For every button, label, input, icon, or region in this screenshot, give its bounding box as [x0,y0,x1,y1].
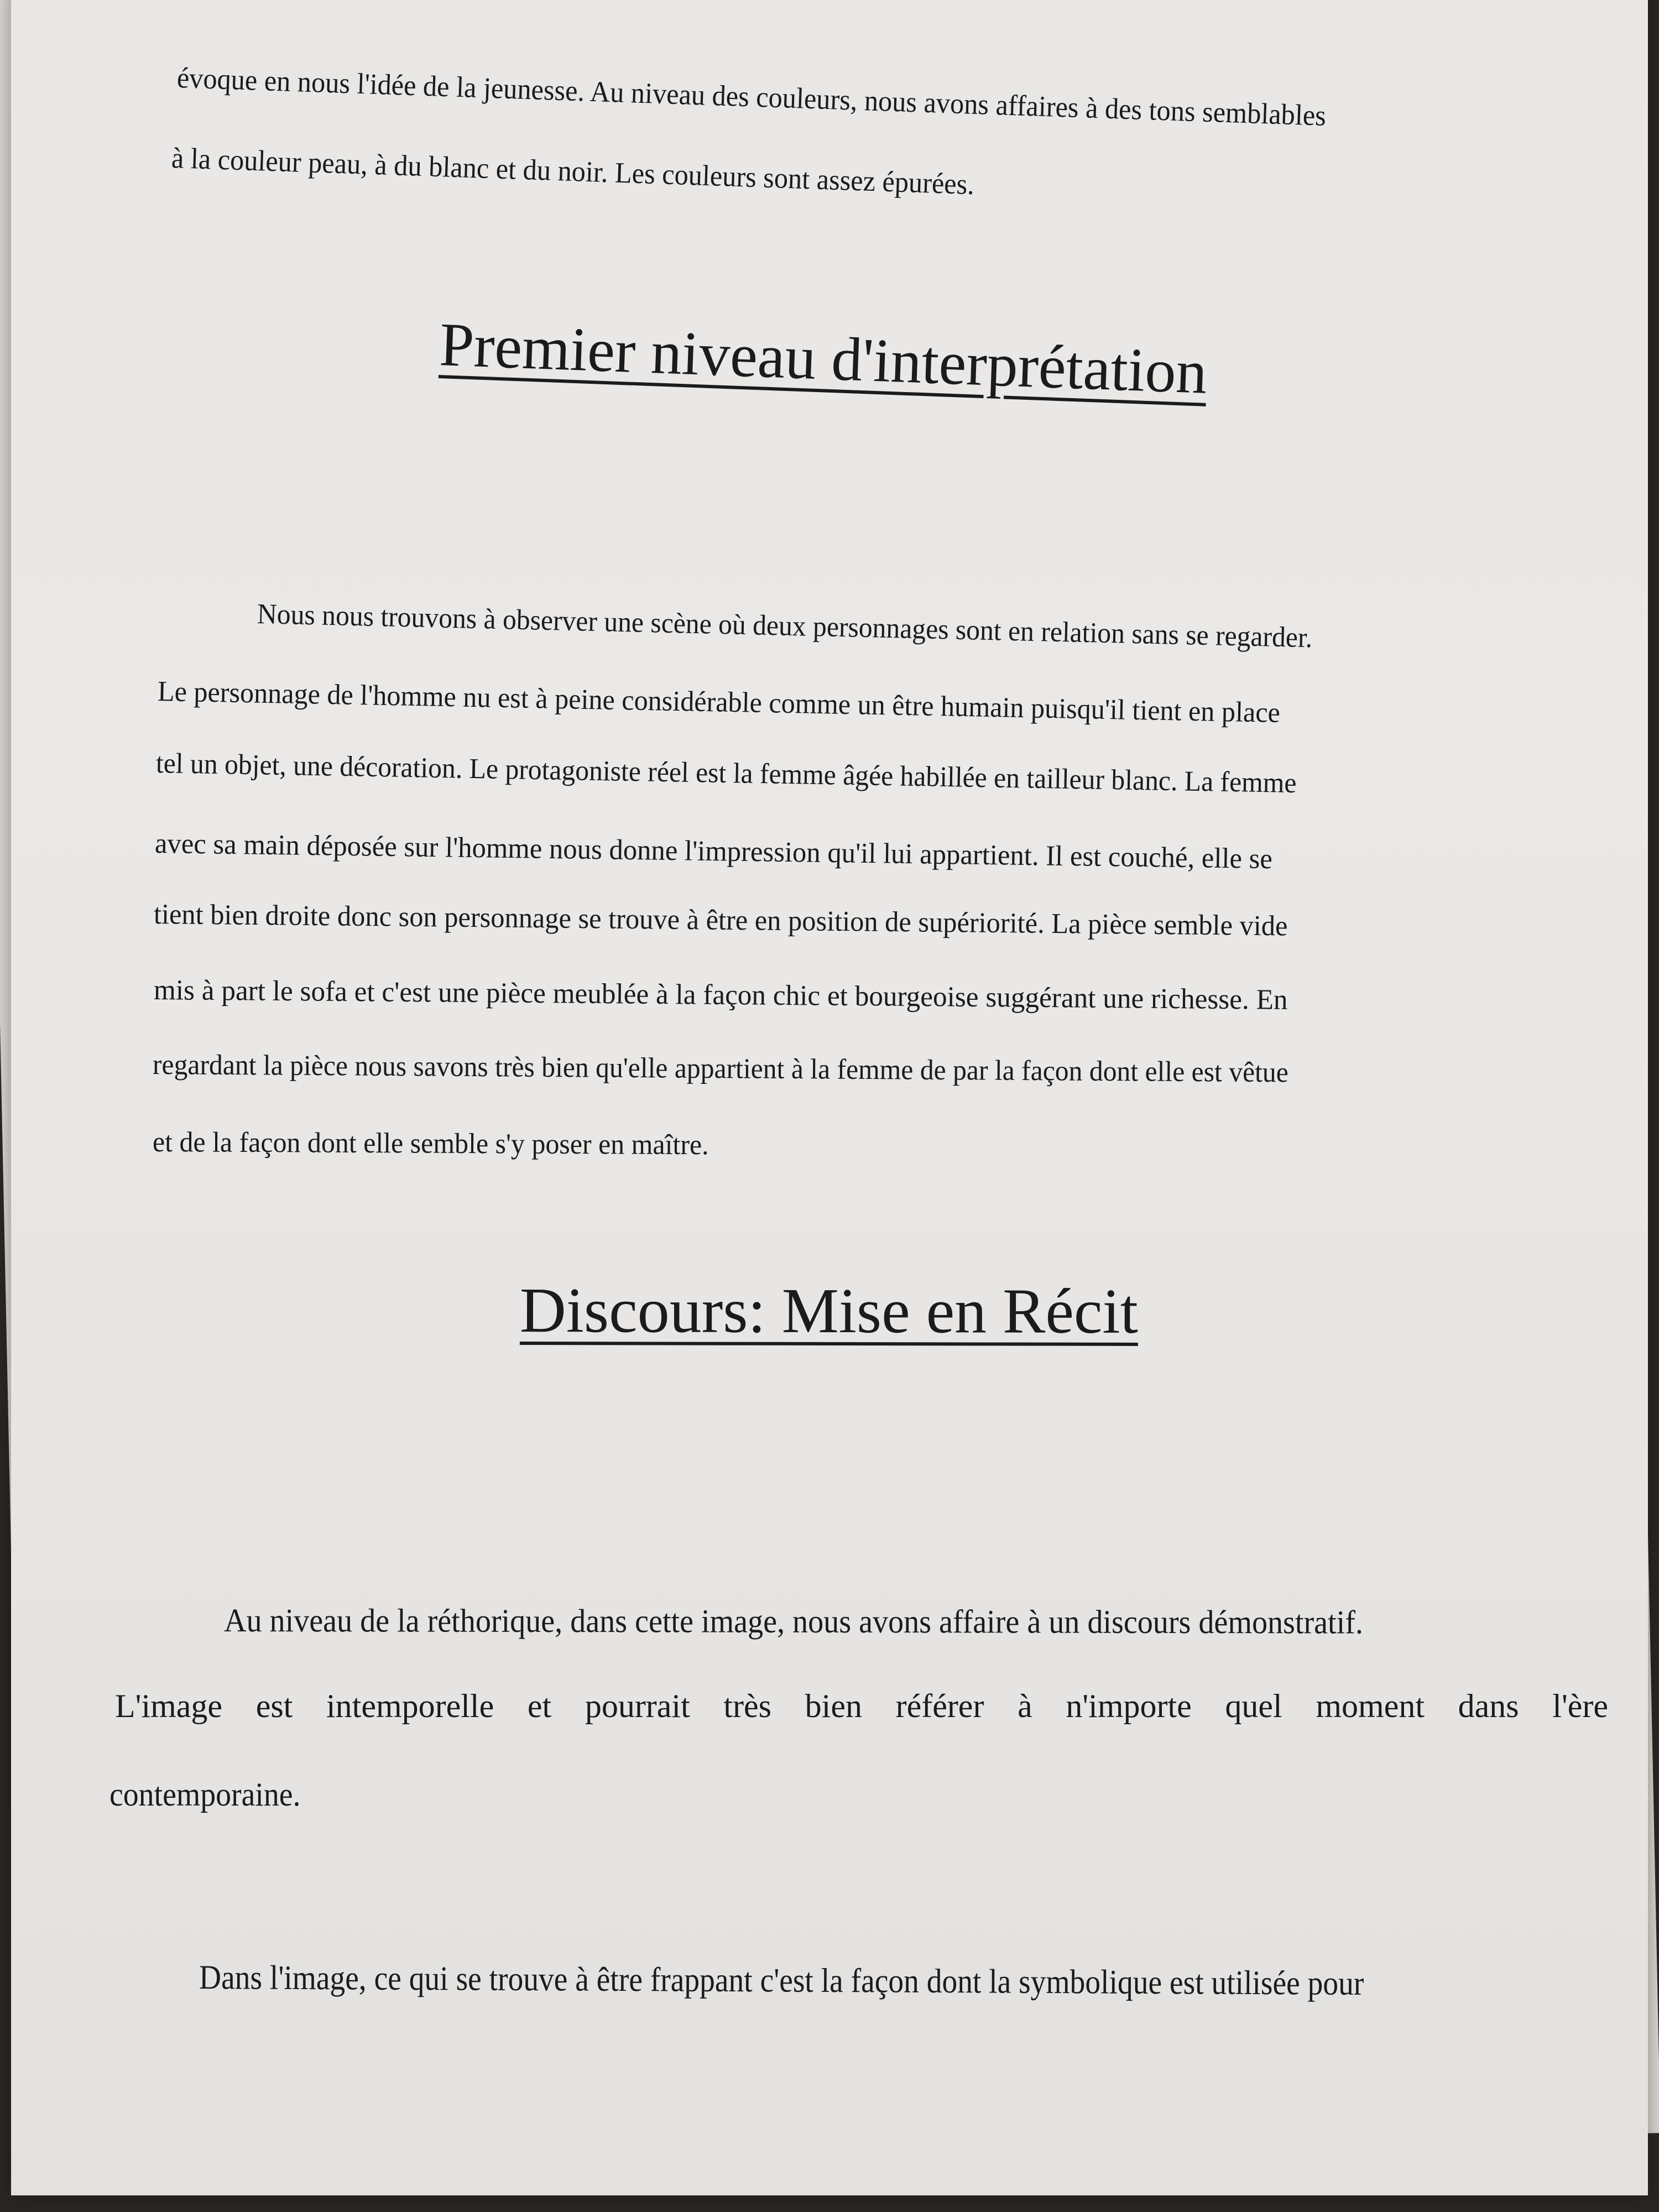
paragraph-1-line-2: Le personnage de l'homme nu est à peine considérable comme un être humain puisqu'il tient en place [157,676,1281,729]
intro-line-2: à la couleur peau, à du blanc et du noir. Les couleurs sont assez épurées. [171,142,975,201]
intro-line-1: évoque en nous l'idée de la jeunesse. Au niveau des couleurs, nous avons affaires à des tons semblables [176,62,1327,132]
paragraph-1-line-6: mis à part le sofa et c'est une pièce meublée à la façon chic et bourgeoise suggérant une richesse. En [153,974,1288,1016]
paragraph-1-line-7: regardant la pièce nous savons très bien qu'elle appartient à la femme de par la façon dont elle est vêtue [152,1049,1288,1089]
heading-premier-niveau: Premier niveau d'interprétation [438,310,1208,407]
paragraph-1-line-5: tient bien droite donc son personnage se trouve à être en position de supériorité. La pièce semble vide [153,899,1288,942]
paragraph-1-line-8: et de la façon dont elle semble s'y poser en maître. [152,1126,709,1161]
paragraph-1-line-1: Nous nous trouvons à observer une scène où deux personnages sont en relation sans se regarder. [257,598,1313,654]
paragraph-2-line-3: contemporaine. [109,1776,301,1813]
paragraph-1-line-4: avec sa main déposée sur l'homme nous donne l'impression qu'il lui appartient. Il est couché, elle se [154,828,1273,875]
paragraph-1-line-3: tel un objet, une décoration. Le protagoniste réel est la femme âgée habillée en tailleur blanc. La femme [155,748,1297,799]
paragraph-2-line-2: L'image est intemporelle et pourrait très bien référer à n'importe quel moment dans l'ère [115,1688,1608,1724]
paragraph-3-line-1: Dans l'image, ce qui se trouve à être frappant c'est la façon dont la symbolique est utilisée pour [199,1959,1364,2003]
heading-discours: Discours: Mise en Récit [519,1275,1139,1347]
paragraph-2-line-1: Au niveau de la réthorique, dans cette image, nous avons affaire à un discours démonstratif. [223,1602,1364,1641]
